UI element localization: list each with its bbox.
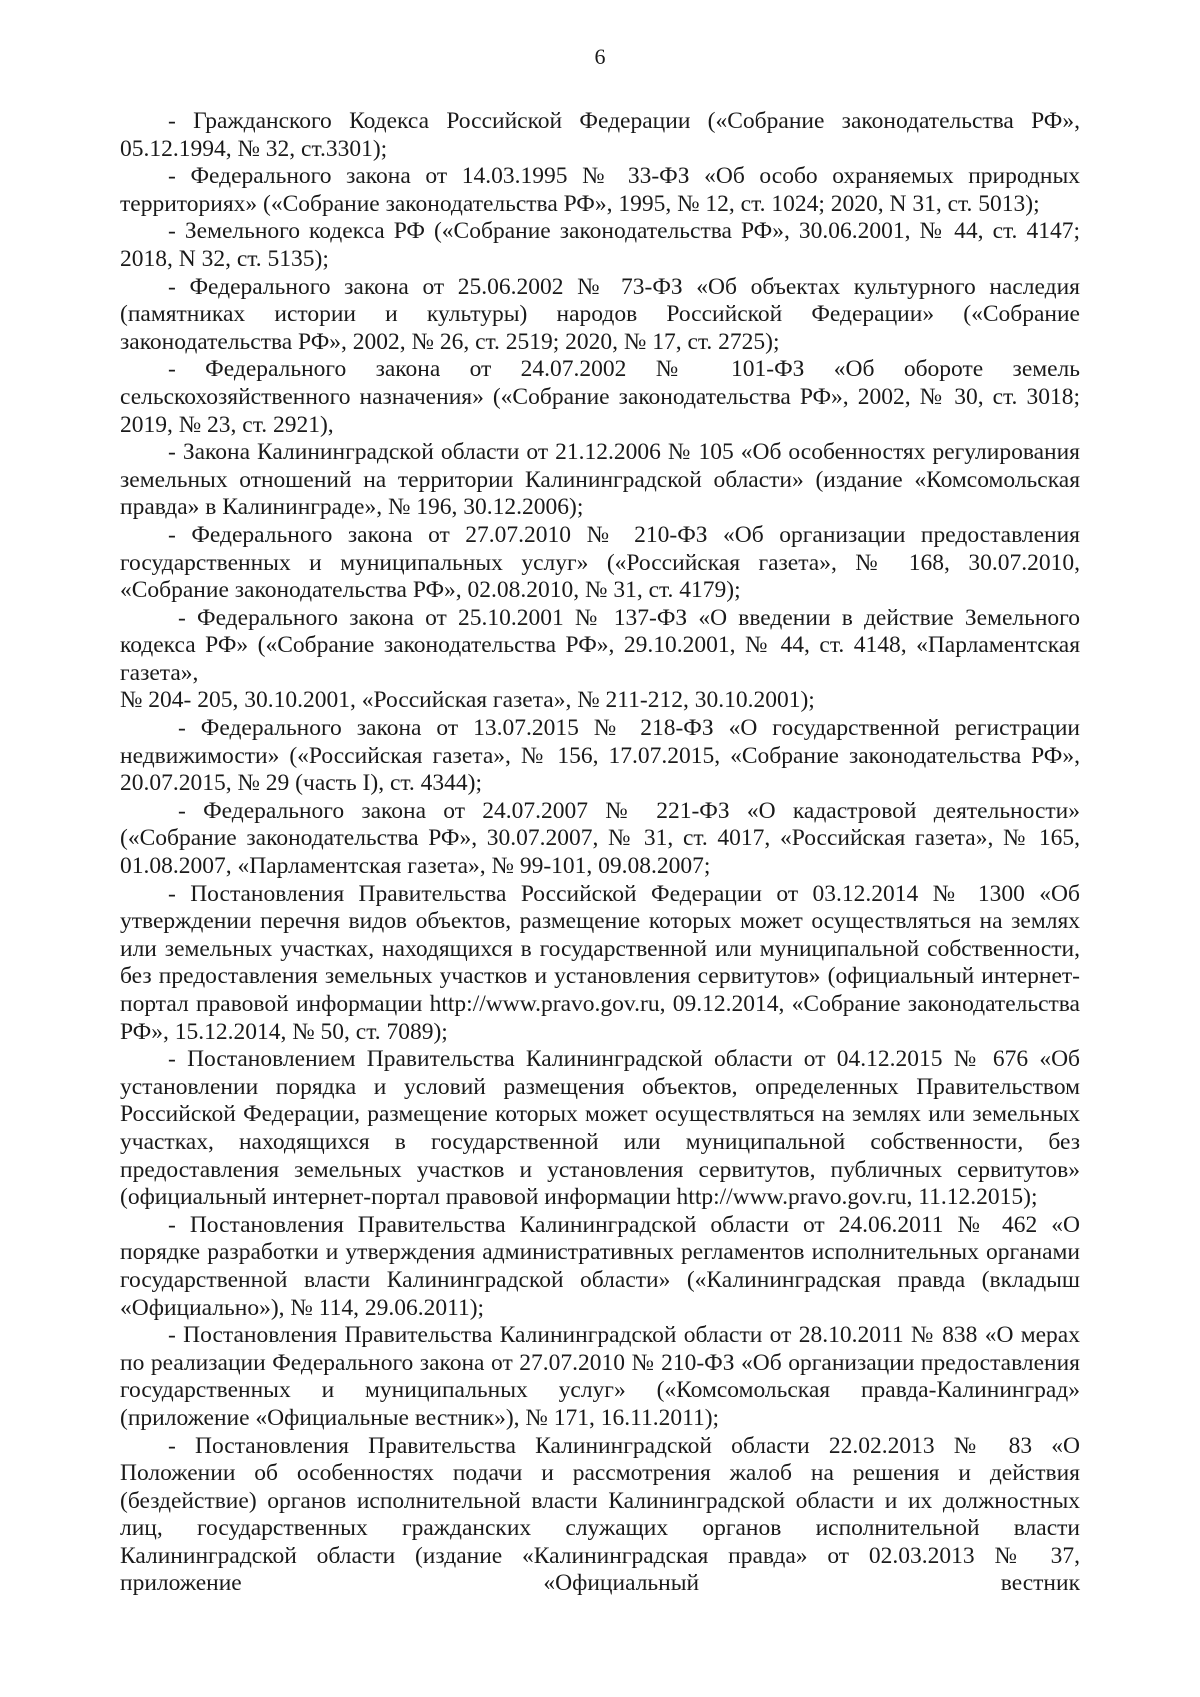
list-item: - Постановлением Правительства Калининградской области от 04.12.2015 № 676 «Об установлении порядка и условий размещения объектов, определенных Правительством Российской Федерации, размещение которых может осуществляться на землях или земельных участках, находящихся в государственной или муниципальной собственности, без предоставления земельных участков и установления сервитутов, публичных сервитутов» (официальный интернет-портал правовой информации http://www.pravo.gov.ru, 11.12.2015); — [120, 1046, 1080, 1211]
list-item: - Земельного кодекса РФ («Собрание законодательства РФ», 30.06.2001, № 44, ст. 4147; 2018, N 32, ст. 5135); — [120, 218, 1080, 272]
list-item: - Постановления Правительства Российской Федерации от 03.12.2014 № 1300 «Об утверждении перечня видов объектов, размещение которых может осуществляться на землях или земельных участках, находящихся в государственной или муниципальной собственности, без предоставления земельных участков и установления сервитутов» (официальный интернет-портал правовой информации http://www.pravo.gov.ru, 09.12.2014, «Собрание законодательства РФ», 15.12.2014, № 50, ст. 7089); — [120, 880, 1080, 1045]
page-number: 6 — [594, 44, 606, 69]
list-item-continuation: № 204- 205, 30.10.2001, «Российская газета», № 211-212, 30.10.2001); — [120, 687, 815, 714]
list-item: - Федерального закона от 13.07.2015 № 218-ФЗ «О государственной регистрации недвижимости» («Российская газета», № 156, 17.07.2015, «Собрание законодательства РФ», 20.07.2015, № 29 (часть I), ст. 4344); — [120, 715, 1080, 797]
list-item: - Федерального закона от 25.06.2002 № 73-ФЗ «Об объектах культурного наследия (памятниках истории и культуры) народов Российской Федерации» («Собрание законодательства РФ», 2002, № 26, ст. 2519; 2020, № 17, ст. 2725); — [120, 273, 1080, 355]
list-item: - Федерального закона от 25.10.2001 № 137-ФЗ «О введении в действие Земельного кодекса РФ» («Собрание законодательства РФ», 29.10.2001, № 44, ст. 4148, «Парламентская газета», — [120, 604, 1080, 686]
list-item: - Постановления Правительства Калининградской области 22.02.2013 № 83 «О Положении об особенностях подачи и рассмотрения жалоб на решения и действия (бездействие) органов исполнительной власти Калининградской области и их должностных лиц, государственных гражданских служащих органов исполнительной власти Калининградской области (издание «Калининградская правда» от 02.03.2013 № 37, приложение «Официальный вестник — [120, 1432, 1080, 1597]
list-item: - Федерального закона от 24.07.2007 № 221-ФЗ «О кадастровой деятельности» («Собрание законодательства РФ», 30.07.2007, № 31, ст. 4017, «Российская газета», № 165, 01.08.2007, «Парламентская газета», № 99-101, 09.08.2007; — [120, 797, 1080, 880]
list-item: - Федерального закона от 14.03.1995 № 33-ФЗ «Об особо охраняемых природных территориях» («Собрание законодательства РФ», 1995, № 12, ст. 1024; 2020, N 31, ст. 5013); — [120, 163, 1080, 217]
list-item: - Федерального закона от 27.07.2010 № 210-ФЗ «Об организации предоставления государственных и муниципальных услуг» («Российская газета», № 168, 30.07.2010, «Собрание законодательства РФ», 02.08.2010, № 31, ст. 4179); — [120, 521, 1080, 604]
list-item: - Федерального закона от 24.07.2002 № 101-ФЗ «Об обороте земель сельскохозяйственного назначения» («Собрание законодательства РФ», 2002, № 30, ст. 3018; 2019, № 23, ст. 2921), — [120, 356, 1080, 438]
list-item: - Постановления Правительства Калининградской области от 28.10.2011 № 838 «О мерах по реализации Федерального закона от 27.07.2010 № 210-ФЗ «Об организации предоставления государственных и муниципальных услуг» («Комсомольская правда-Калининград» (приложение «Официальные вестник»), № 171, 16.11.2011); — [120, 1322, 1080, 1431]
list-item: - Закона Калининградской области от 21.12.2006 № 105 «Об особенностях регулирования земельных отношений на территории Калининградской области» (издание «Комсомольская правда» в Калининграде», № 196, 30.12.2006); — [120, 439, 1080, 521]
list-item: - Постановления Правительства Калининградской области от 24.06.2011 № 462 «О порядке разработки и утверждения административных регламентов исполнительных органами государственной власти Калининградской области» («Калининградская правда (вкладыш «Официально»), № 114, 29.06.2011); — [120, 1211, 1080, 1321]
document-body — [120, 108, 1080, 1598]
list-item: - Гражданского Кодекса Российской Федерации («Собрание законодательства РФ», 05.12.1994, № 32, ст.3301); — [120, 108, 1080, 162]
